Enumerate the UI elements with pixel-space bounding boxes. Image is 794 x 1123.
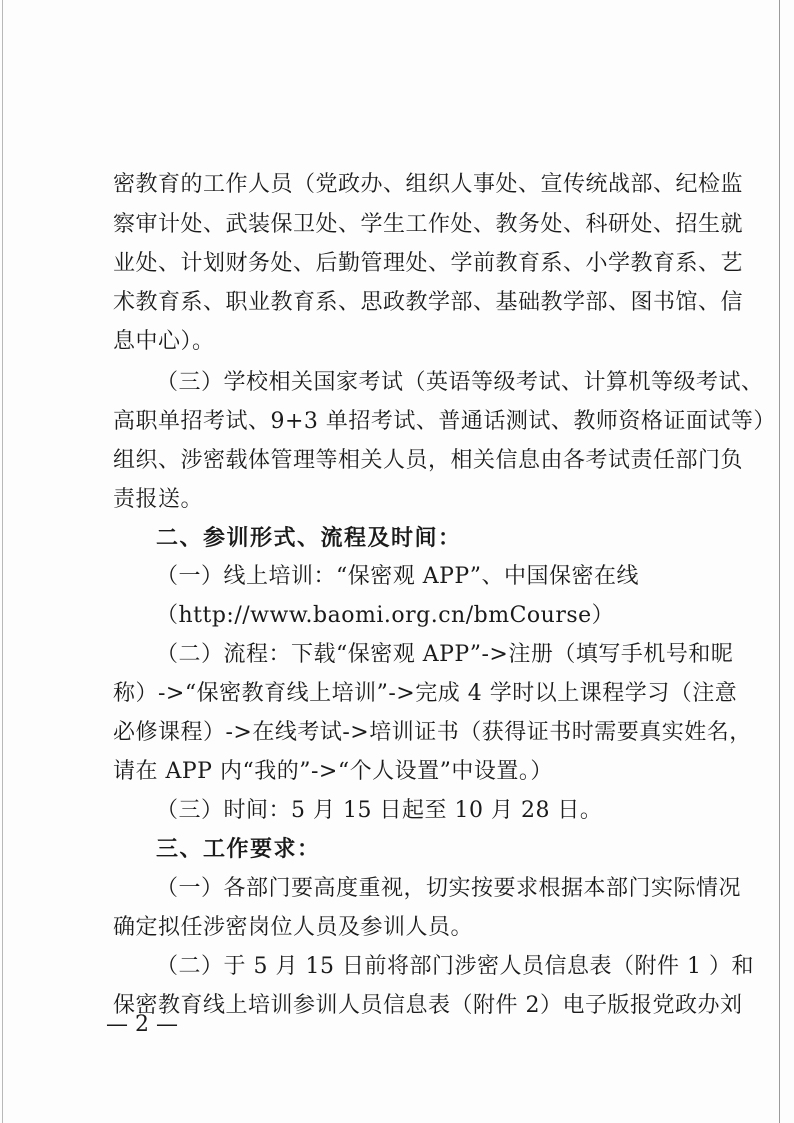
- paragraph-line: 称）->“保密教育线上培训”->完成 4 学时以上课程学习（注意: [113, 681, 738, 706]
- section-heading-2: 二、参训形式、流程及时间：: [156, 526, 462, 551]
- paragraph-line: 业处、计划财务处、后勤管理处、学前教育系、小学教育系、艺: [113, 251, 744, 276]
- paragraph-line: 察审计处、武装保卫处、学生工作处、教务处、科研处、招生就: [113, 212, 744, 237]
- page-number: — 2 —: [106, 1012, 178, 1037]
- scan-edge-right: [779, 0, 780, 1123]
- paragraph-line: 责报送。: [113, 487, 204, 512]
- paragraph-line: 保密教育线上培训参训人员信息表（附件 2）电子版报党政办刘: [113, 993, 743, 1018]
- paragraph-line: 组织、涉密载体管理等相关人员，相关信息由各考试责任部门负: [113, 448, 744, 473]
- paragraph-line: （一）各部门要高度重视，切实按要求根据本部门实际情况: [156, 876, 742, 901]
- paragraph-line: 必修课程）->在线考试->培训证书（获得证书时需要真实姓名，: [113, 720, 752, 745]
- paragraph-line: （二）流程：下载“保密观 APP”->注册（填写手机号和昵: [156, 642, 734, 667]
- paragraph-line: （三）时间：5 月 15 日起至 10 月 28 日。: [156, 798, 603, 823]
- paragraph-line: （二）于 5 月 15 日前将部门涉密人员信息表（附件 1 ）和: [156, 954, 754, 979]
- paragraph-line: 息中心）。: [113, 329, 215, 354]
- paragraph-line: （一）线上培训：“保密观 APP”、中国保密在线: [156, 564, 639, 589]
- paragraph-line: 请在 APP 内“我的”->“个人设置”中设置。）: [113, 759, 553, 784]
- url-line: （http://www.baomi.org.cn/bmCourse）: [156, 603, 615, 628]
- paragraph-line: 高职单招考试、9+3 单招考试、普通话测试、教师资格证面试等）: [113, 409, 776, 434]
- section-heading-3: 三、工作要求：: [156, 837, 321, 862]
- paragraph-line: 术教育系、职业教育系、思政教学部、基础教学部、图书馆、信: [113, 290, 744, 315]
- scan-edge-left: [2, 0, 3, 1123]
- paragraph-line: （三）学校相关国家考试（英语等级考试、计算机等级考试、: [156, 370, 764, 395]
- paragraph-line: 确定拟任涉密岗位人员及参训人员。: [113, 915, 474, 940]
- paragraph-line: 密教育的工作人员（党政办、组织人事处、宣传统战部、纪检监: [113, 172, 744, 197]
